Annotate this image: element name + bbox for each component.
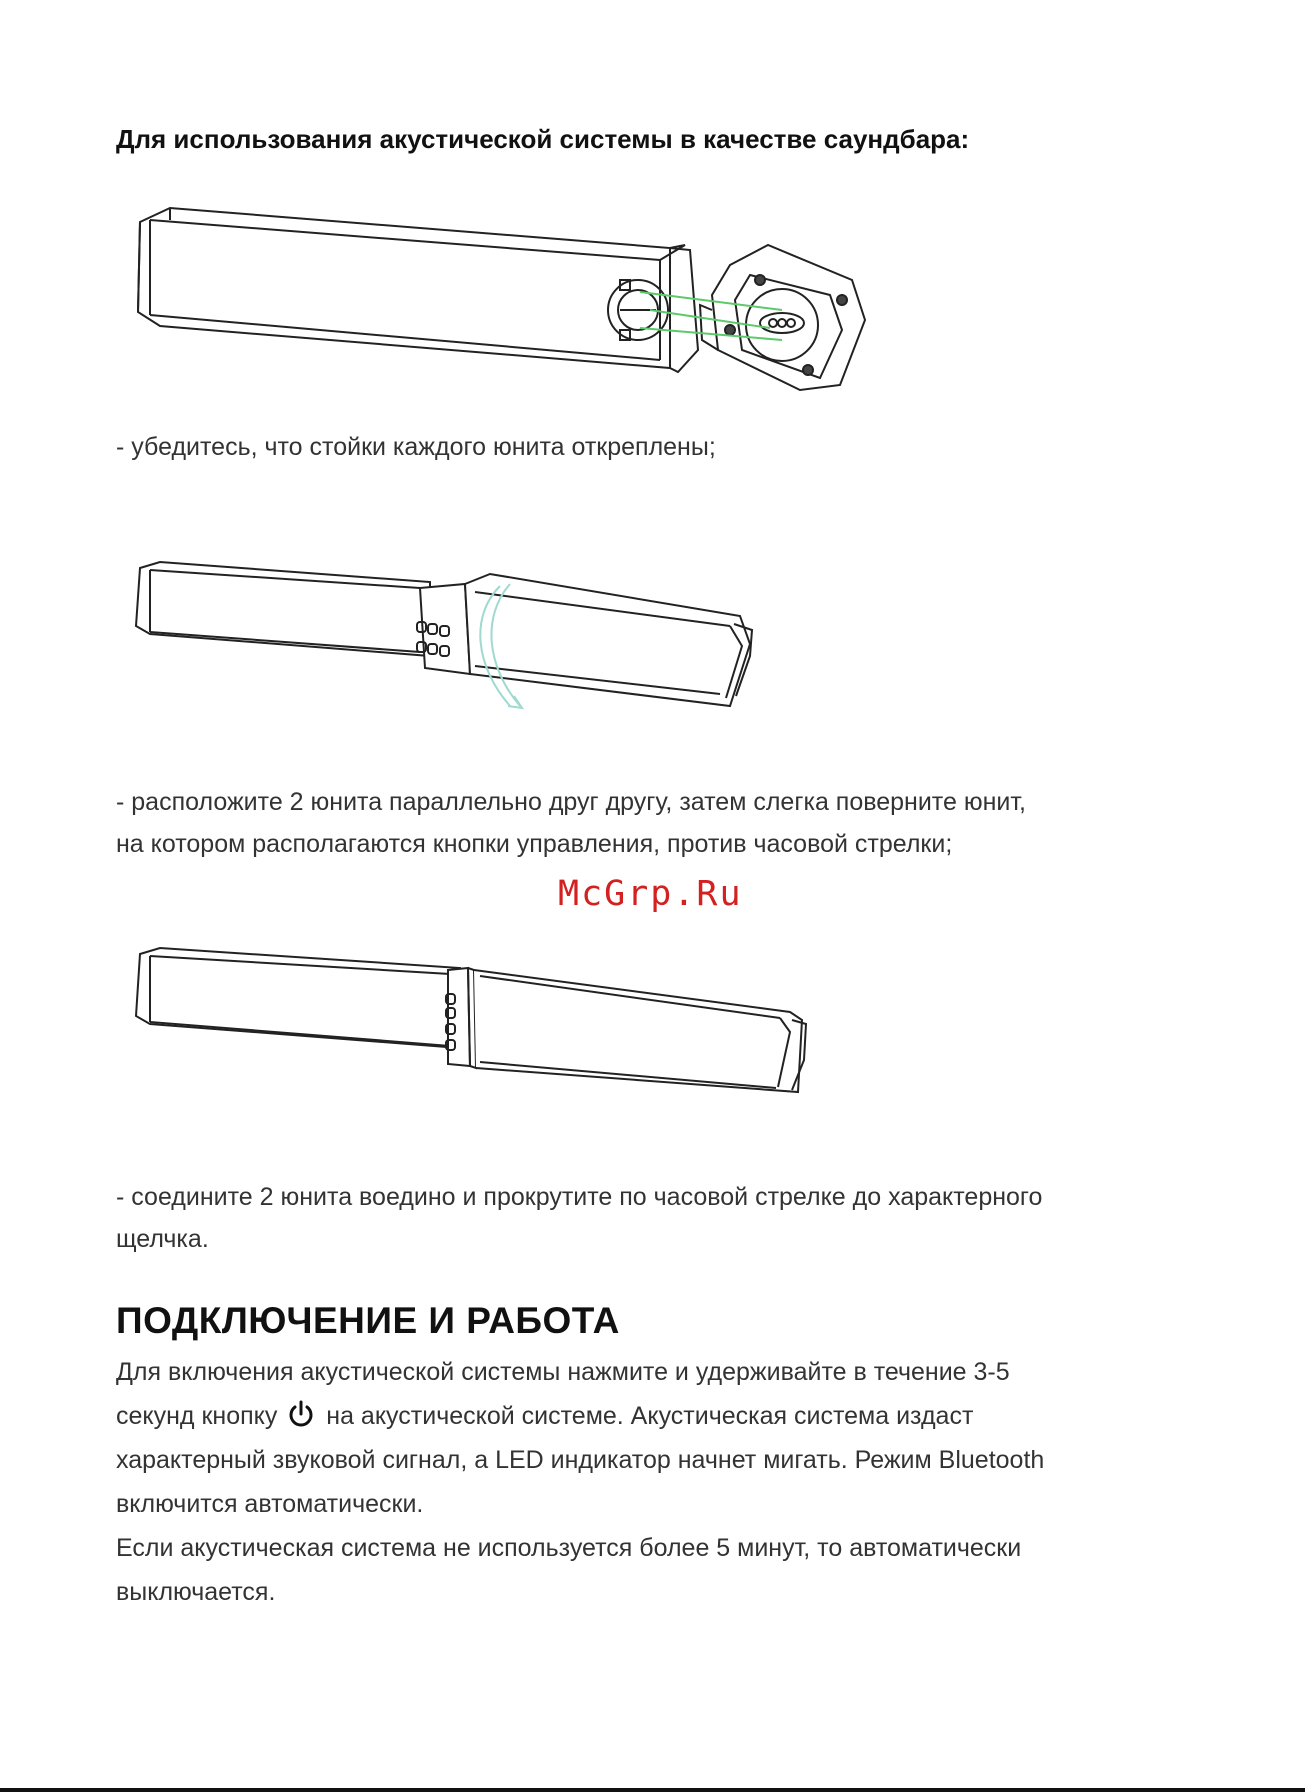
figure-unit-rotate [130, 556, 770, 716]
figure-unit-detach [130, 200, 870, 410]
section-heading: ПОДКЛЮЧЕНИЕ И РАБОТА [116, 1300, 620, 1341]
section-line2-before: секунд кнопку [116, 1402, 278, 1430]
figure-units-connected [130, 942, 830, 1102]
section-line1: Для включения акустической системы нажмите и удерживайте в течение 3-5 [116, 1358, 1010, 1386]
step1-text: - убедитесь, что стойки каждого юнита откреплены; [116, 433, 716, 461]
power-icon [286, 1399, 316, 1429]
page-bottom-border [0, 1788, 1305, 1792]
section-line6: выключается. [116, 1578, 276, 1606]
step2-line1: - расположите 2 юнита параллельно друг другу, затем слегка поверните юнит, [116, 788, 1026, 816]
intro-heading: Для использования акустической системы в качестве саундбара: [116, 124, 970, 154]
section-line2-after: на акустической системе. Акустическая система издаст [326, 1402, 974, 1430]
section-line5: Если акустическая система не используется более 5 минут, то автоматически [116, 1534, 1022, 1562]
step3-line1: - соедините 2 юнита воедино и прокрутите по часовой стрелке до характерного [116, 1183, 1043, 1211]
step3-line2: щелчка. [116, 1225, 209, 1253]
section-line3: характерный звуковой сигнал, а LED индикатор начнет мигать. Режим Bluetooth [116, 1446, 1045, 1474]
section-line2 [116, 1394, 973, 1438]
step2-line2: на котором располагаются кнопки управления, против часовой стрелки; [116, 830, 953, 858]
section-line4: включится автоматически. [116, 1490, 424, 1518]
watermark: McGrp.Ru [558, 874, 743, 914]
